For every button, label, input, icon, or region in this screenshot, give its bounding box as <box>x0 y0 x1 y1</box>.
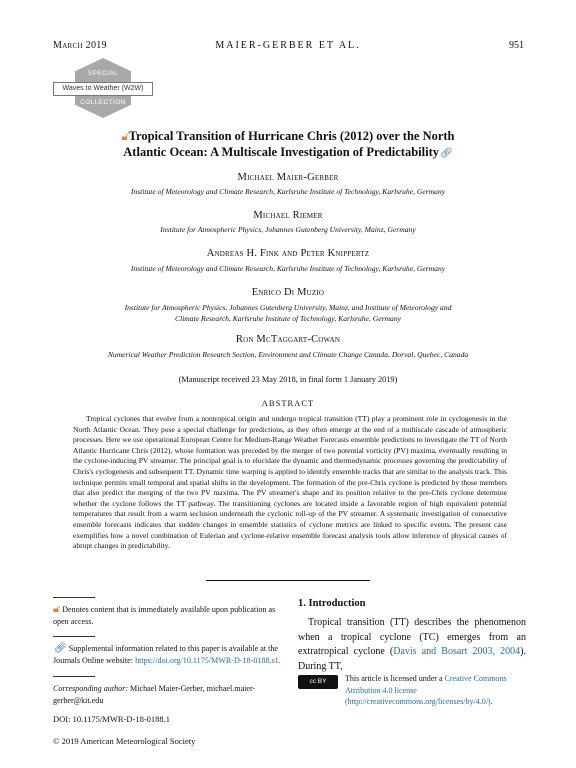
supplemental-footnote-text: Supplemental information related to this paper is available at the Journals Online website: <box>53 644 278 665</box>
license-prefix: This article is licensed under a <box>345 674 445 683</box>
license-link[interactable]: Creative Commons Attribution 4.0 license <box>345 674 507 695</box>
abstract-heading: ABSTRACT <box>261 398 315 408</box>
citation-link[interactable]: Davis and Bosart 2003, 2004 <box>393 646 521 657</box>
abstract-text: Tropical cyclones that evolve from a nontropical origin and undergo tropical transition (TT) play a prominent role in cyclogenesis in the North Atlantic Ocean. They pose a special challenge for predictions, as they often emerge at the end of a multiscale cascade of atmospheric processes. Here we use operational European Centre for Medium-Range Weather Forecasts ensemble predictions to investigate the TT of North Atlantic Hurricane Chris (2012), whose formation was preceded by the merger of two potential vorticity (PV) maxima, eventually resulting in the cyclone-inducing PV streamer. The principal goal is to elucidate the dynamic and thermodynamic processes governing the predictability of Chris's cyclogenesis and subsequent TT. Dynamic time warping is applied to identify ensemble tracks that are similar to the analysis track. This technique permits small temporal and spatial shifts in the development. The formation of the pre-Chris cyclone is predicted by those members that also predict the merging of the two PV maxima. The PV streamer's shape and its position relative to the pre-Chris cyclone determine whether the cyclone follows the TT pathway. The transitioning cyclones are located inside a favorable region of high equivalent potential temperatures that result from a warm seclusion underneath the cyclonic roll-up of the PV streamer. A systematic investigation of consecutive ensemble forecasts indicates that sudden changes in ensemble statistics of cyclone metrics are linked to specific events. The present case exemplifies how a novel combination of Eulerian and cyclone-relative ensemble forecast analysis tools allow inference of physical causes of abrupt changes in predictability. <box>73 414 507 551</box>
intro-text-start: Tropical transition (TT) describes the phenomenon when a tropical cyclone (TC) emerges from an extratropical cyclone ( <box>298 617 526 657</box>
author-affiliation-line: Climate Research, Karlsruhe Institute of Technology, Karlsruhe, Germany <box>175 314 401 323</box>
supplemental-footnote <box>53 643 284 666</box>
author-name: Michael Maier-Gerber <box>237 172 339 183</box>
badge-collection-name: Waves to Weather (W2W) <box>53 82 153 96</box>
badge-bottom-text: COLLECTION <box>80 99 126 106</box>
supplemental-link[interactable]: https://doi.org/10.1175/MWR-D-18-0188.s1 <box>135 655 279 665</box>
corresponding-author-label: Corresponding author: <box>53 684 129 693</box>
badge-top-text: SPECIAL <box>87 70 119 77</box>
license-statement <box>345 673 526 708</box>
supplemental-material-icon[interactable]: 🔗︎ <box>440 148 453 159</box>
abstract-end-rule <box>206 580 370 581</box>
cc-by-license-icon[interactable]: cc BY <box>298 675 338 689</box>
intro-text-end: ). During TT, <box>298 646 526 672</box>
running-header-date: March 2019 <box>53 40 107 51</box>
footnote-divider <box>53 676 95 677</box>
introduction-text <box>298 616 526 674</box>
author-name: Enrico Di Muzio <box>251 287 325 298</box>
open-access-footnote <box>53 604 284 627</box>
title-line-1: Tropical Transition of Hurricane Chris (2012) over the North <box>128 129 455 143</box>
open-access-icon: 🔓︎ <box>53 603 61 615</box>
license-url[interactable]: (http://creativecommons.org/licenses/by/4.0/) <box>345 697 491 707</box>
supplemental-material-icon: 🔗︎ <box>54 643 67 654</box>
footnote-divider <box>53 636 95 637</box>
author-affiliation: Institute for Atmospheric Physics, Johannes Gutenberg University, Mainz, Germany <box>160 225 416 234</box>
manuscript-dates: (Manuscript received 23 May 2018, in final form 1 January 2019) <box>178 375 398 384</box>
author-affiliation: Numerical Weather Prediction Research Section, Environment and Climate Change Canada, Dorval, Quebec, Canada <box>107 350 469 359</box>
supplemental-footnote-end: . <box>278 655 281 665</box>
page-number: 951 <box>509 40 524 51</box>
author-affiliation: Institute of Meteorology and Climate Research, Karlsruhe Institute of Technology, Karlsruhe, Germany <box>130 264 446 273</box>
section-heading-introduction: 1. Introduction <box>298 598 366 609</box>
author-name: Michael Riemer <box>253 210 323 221</box>
doi: DOI: 10.1175/MWR-D-18-0188.1 <box>53 714 171 724</box>
running-header-authors: MAIER-GERBER ET AL. <box>215 40 361 51</box>
article-title <box>60 129 516 161</box>
title-line-2: Atlantic Ocean: A Multiscale Investigation of Predictability <box>123 145 439 159</box>
open-access-icon: 🔓︎ <box>121 131 129 143</box>
author-affiliation-line: Institute for Atmospheric Physics, Johannes Gutenberg University, Mainz, and Institute of Meteorology and <box>124 303 452 312</box>
author-name: Ron McTaggart-Cowan <box>235 334 341 345</box>
open-access-footnote-text: Denotes content that is immediately available upon publication as open access. <box>53 605 276 626</box>
license-suffix: . <box>490 697 493 707</box>
corresponding-author-footnote <box>53 683 284 706</box>
footnote-divider <box>53 597 95 598</box>
author-affiliation: Institute of Meteorology and Climate Research, Karlsruhe Institute of Technology, Karlsruhe, Germany <box>130 187 446 196</box>
author-name: Andreas H. Fink and Peter Knippertz <box>206 248 370 259</box>
copyright: © 2019 American Meteorological Society <box>53 736 196 746</box>
corresponding-author-contact: Michael Maier-Gerber, michael.maier-gerber@kit.edu <box>53 684 256 705</box>
special-collection-badge[interactable] <box>53 58 153 118</box>
